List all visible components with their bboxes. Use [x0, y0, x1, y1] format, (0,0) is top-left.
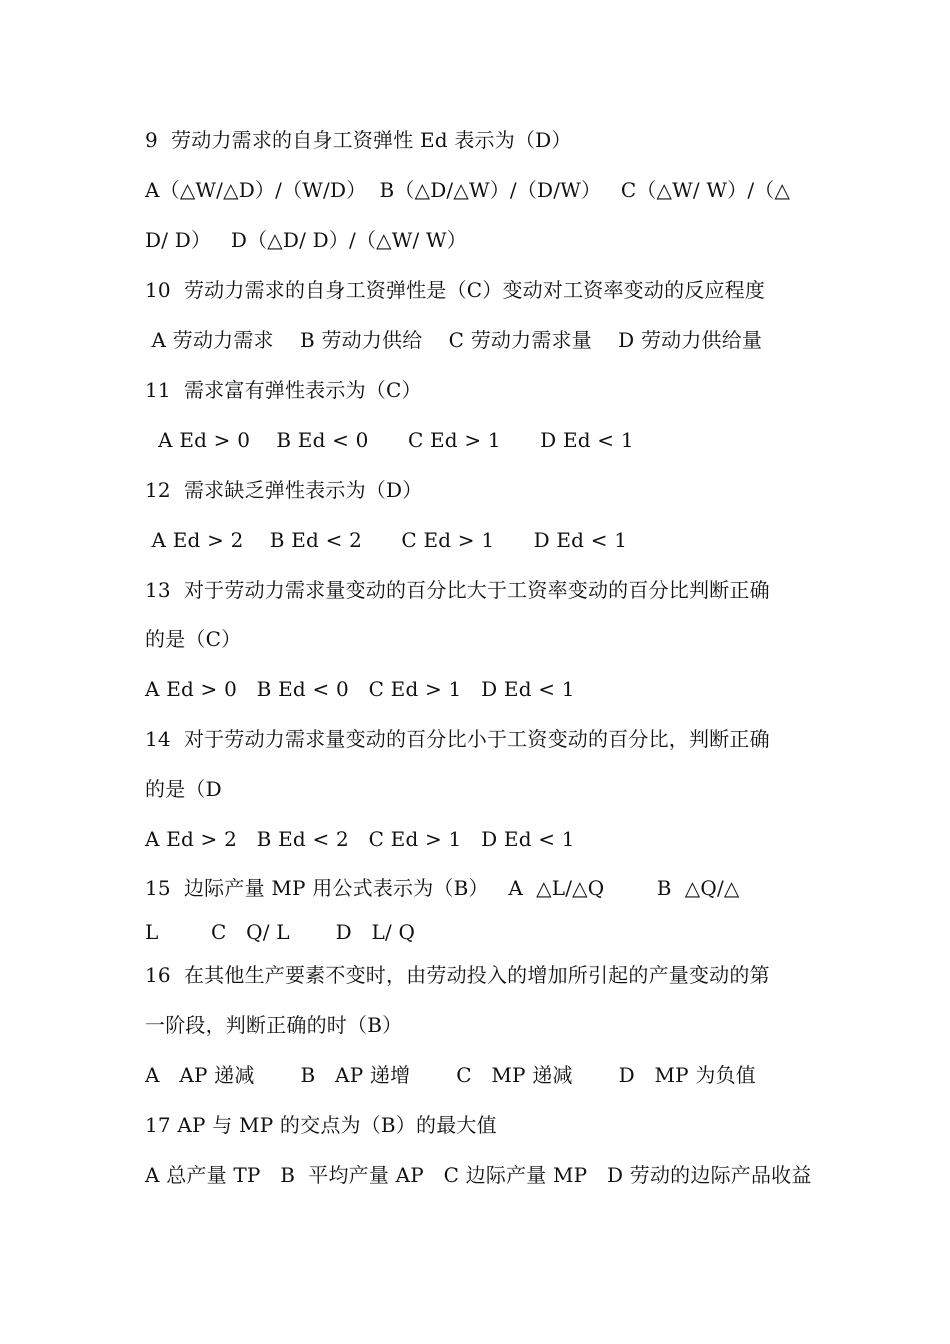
question-16-stem-line-1: 16 在其他生产要素不变时，由劳动投入的增加所引起的产量变动的第 — [145, 963, 770, 987]
question-12-stem: 12 需求缺乏弹性表示为（D） — [145, 478, 423, 502]
question-10-stem: 10 劳动力需求的自身工资弹性是（C）变动对工资率变动的反应程度 — [145, 278, 766, 302]
question-12-options: A Ed > 2 B Ed < 2 C Ed > 1 D Ed < 1 — [145, 528, 628, 552]
question-14-stem-line-1: 14 对于劳动力需求量变动的百分比小于工资变动的百分比，判断正确 — [145, 727, 770, 751]
question-11-options: A Ed > 0 B Ed < 0 C Ed > 1 D Ed < 1 — [145, 428, 634, 452]
question-17-options: A 总产量 TP B 平均产量 AP C 边际产量 MP D 劳动的边际产品收益 — [145, 1163, 812, 1187]
question-13-options: A Ed > 0 B Ed < 0 C Ed > 1 D Ed < 1 — [145, 677, 575, 701]
question-9-options-line-1: A（△W/△D）/（W/D） B（△D/△W）/（D/W） C（△W/ W）/（△ — [145, 178, 791, 202]
question-11-stem: 11 需求富有弹性表示为（C） — [145, 378, 422, 402]
question-9-stem: 9 劳动力需求的自身工资弹性 Ed 表示为（D） — [145, 128, 572, 152]
question-13-stem-line-1: 13 对于劳动力需求量变动的百分比大于工资率变动的百分比判断正确 — [145, 578, 770, 602]
question-14-stem-line-2: 的是（D — [145, 777, 222, 801]
question-16-options: A AP 递减 B AP 递增 C MP 递减 D MP 为负值 — [145, 1063, 756, 1087]
question-16-stem-line-2: 一阶段，判断正确的时（B） — [145, 1013, 403, 1037]
question-13-stem-line-2: 的是（C） — [145, 627, 242, 651]
question-14-options: A Ed > 2 B Ed < 2 C Ed > 1 D Ed < 1 — [145, 827, 575, 851]
question-17-stem: 17 AP 与 MP 的交点为（B）的最大值 — [145, 1113, 497, 1137]
question-15-stem-line-1: 15 边际产量 MP 用公式表示为（B） A △L/△Q B △Q/△ — [145, 876, 740, 900]
question-10-options: A 劳动力需求 B 劳动力供给 C 劳动力需求量 D 劳动力供给量 — [145, 328, 763, 352]
question-15-stem-line-2: L C Q/ L D L/ Q — [145, 920, 416, 944]
question-9-options-line-2: D/ D） D（△D/ D）/（△W/ W） — [145, 228, 467, 252]
